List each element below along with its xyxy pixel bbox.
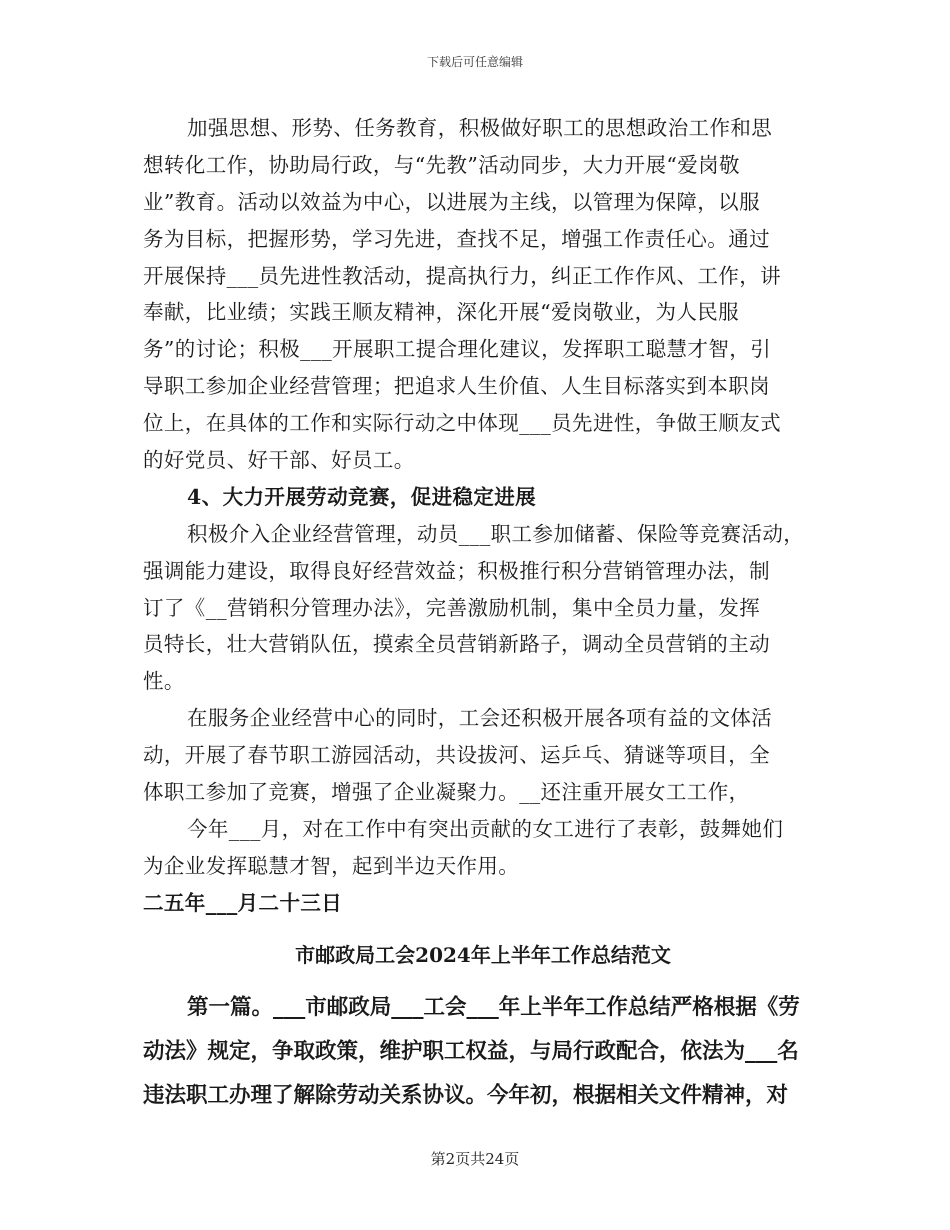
body-line: 务为目标，把握形势，学习先进，查找不足，增强工作责任心。通过 [143, 226, 770, 251]
body-line: 为企业发挥聪慧才智，起到半边天作用。 [143, 853, 520, 878]
body-line: 性。 [143, 669, 185, 694]
body-line: 开展保持___员先进性教活动，提高执行力，纠正工作作风、工作，讲 [143, 263, 782, 288]
body-line: 加强思想、形势、任务教育，积极做好职工的思想政治工作和思 [187, 116, 773, 140]
date-line: 二五年___月二十三日 [143, 890, 343, 915]
body-line: 导职工参加企业经营管理；把追求人生价值、人生目标落实到本职岗 [143, 374, 770, 399]
document-body [143, 110, 823, 1118]
body-line: 位上，在具体的工作和实际行动之中体现___员先进性，争做王顺友式 [143, 411, 782, 436]
body-line: 想转化工作，协助局行政，与“先教”活动同步，大力开展“爱岗敬 [143, 152, 740, 177]
body-line: 业”教育。活动以效益为中心，以进展为主线，以管理为保障，以服 [143, 189, 760, 214]
body-line: 员特长，壮大营销队伍，摸索全员营销新路子，调动全员营销的主动 [143, 632, 770, 657]
body-line: 今年___月，对在工作中有突出贡献的女工进行了表彰，鼓舞她们 [187, 816, 784, 841]
page-header: 下载后可任意编辑 [426, 55, 523, 69]
article-line: 第一篇。___市邮政局___工会___年上半年工作总结严格根据《劳 [187, 994, 800, 1020]
article-line: 违法职工办理了解除劳动关系协议。今年初，根据相关文件精神，对 [143, 1082, 789, 1108]
article-line: 动法》规定，争取政策，维护职工权益，与局行政配合，依法为___名 [143, 1038, 799, 1064]
body-line: 订了《__营销积分管理办法》，完善激励机制，集中全员力量，发挥 [143, 595, 761, 620]
body-line: 动，开展了春节职工游园活动，共设拔河、运乒乓、猜谜等项目，全 [143, 743, 770, 768]
body-line: 的好党员、好干部、好员工。 [143, 448, 415, 473]
body-line: 强调能力建设，取得良好经营效益；积极推行积分营销管理办法，制 [143, 558, 770, 583]
body-line: 奉献，比业绩；实践王顺友精神，深化开展“爱岗敬业，为人民服 [143, 300, 740, 325]
article-title: 市邮政局工会2024年上半年工作总结范文 [295, 942, 671, 967]
body-line: 务”的讨论；积极___开展职工提合理化建议，发挥职工聪慧才智，引 [143, 337, 772, 362]
body-line: 在服务企业经营中心的同时，工会还积极开展各项有益的文体活 [187, 706, 773, 731]
body-line: 积极介入企业经营管理，动员___职工参加储蓄、保险等竞赛活动， [187, 521, 805, 546]
page-footer: 第2页共24页 [430, 1150, 520, 1168]
section-heading: 4、大力开展劳动竞赛，促进稳定进展 [187, 484, 537, 509]
body-line: 体职工参加了竞赛，增强了企业凝聚力。__还注重开展女工工作， [143, 780, 750, 805]
